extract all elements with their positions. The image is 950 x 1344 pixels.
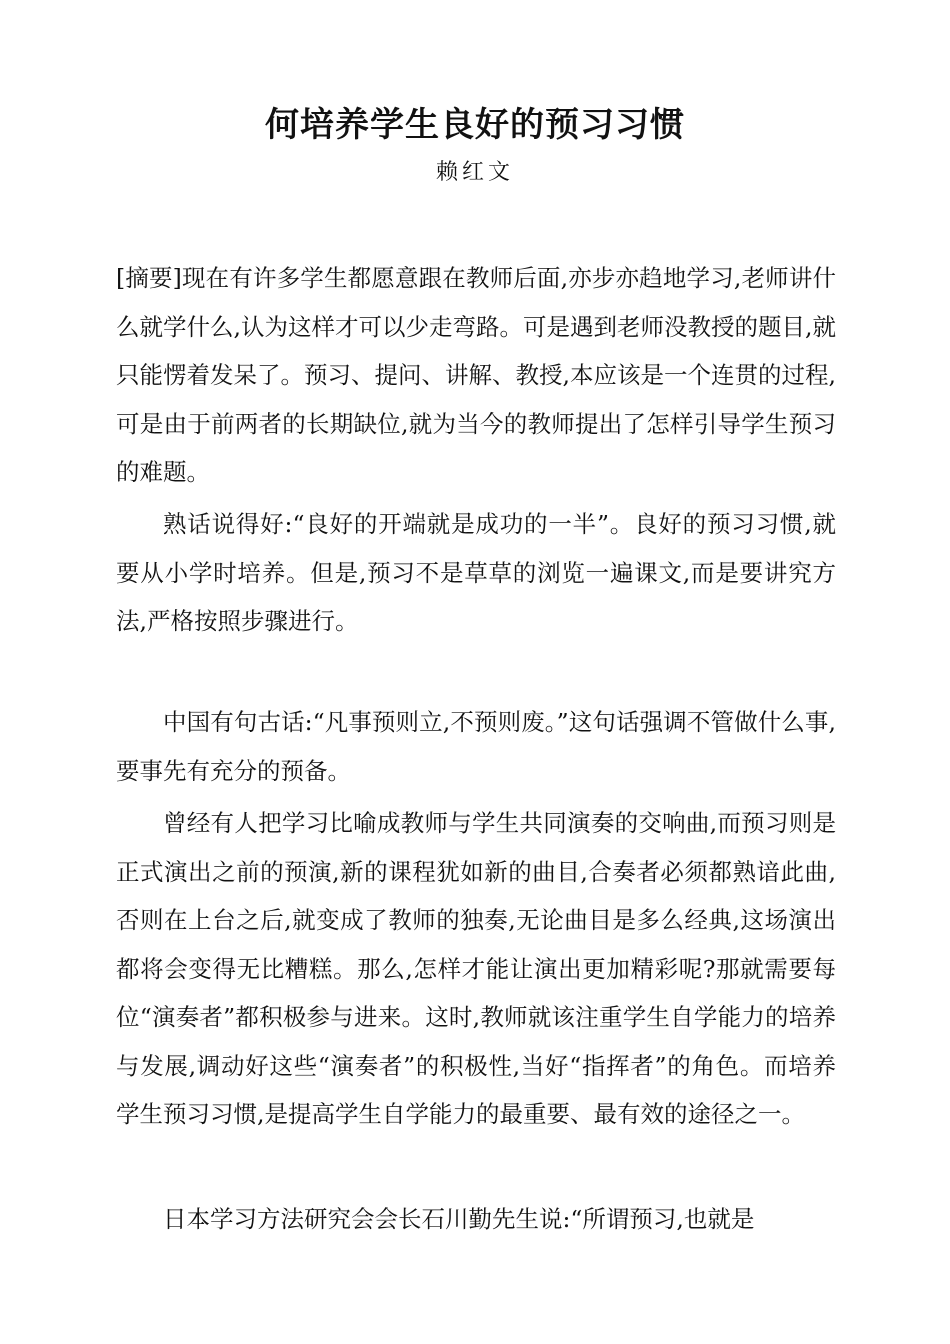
author-name: 赖红文 (435, 160, 514, 185)
body-paragraph-1: 熟话说得好:“良好的开端就是成功的一半”。良好的预习习惯,就要从小学时培养。但是,预习不是草草的浏览一遍课文,而是要讲究方法,严格按照步骤进行。 (116, 510, 836, 635)
abstract-paragraph: [摘要]现在有许多学生都愿意跟在教师后面,亦步亦趋地学习,老师讲什么就学什么,认为这样才可以少走弯路。可是遇到老师没教授的题目,就只能愣着发呆了。预习、提问、讲解、教授,本应该是一个连贯的过程,可是由于前两者的长期缺位,就为当今的教师提出了怎样引导学生预习的难题。 (116, 264, 836, 486)
body-paragraph-2: 中国有句古话:“凡事预则立,不预则废。”这句话强调不管做什么事,要事先有充分的预备。 (116, 708, 836, 785)
body-paragraph-3: 曾经有人把学习比喻成教师与学生共同演奏的交响曲,而预习则是正式演出之前的预演,新的课程犹如新的曲目,合奏者必须都熟谙此曲,否则在上台之后,就变成了教师的独奏,无论曲目是多么经典,这场演出都将会变得无比糟糕。那么,怎样才能让演出更加精彩呢?那就需要每位“演奏者”都积极参与进来。这时,教师就该注重学生自学能力的培养与发展,调动好这些“演奏者”的积极性,当好“指挥者”的角色。而培养学生预习习惯,是提高学生自学能力的最重要、最有效的途径之一。 (116, 809, 836, 1128)
document-title: 何培养学生良好的预习习惯 (265, 105, 685, 145)
body-paragraph-4: 日本学习方法研究会会长石川勤先生说:“所谓预习,也就是 (163, 1205, 755, 1233)
